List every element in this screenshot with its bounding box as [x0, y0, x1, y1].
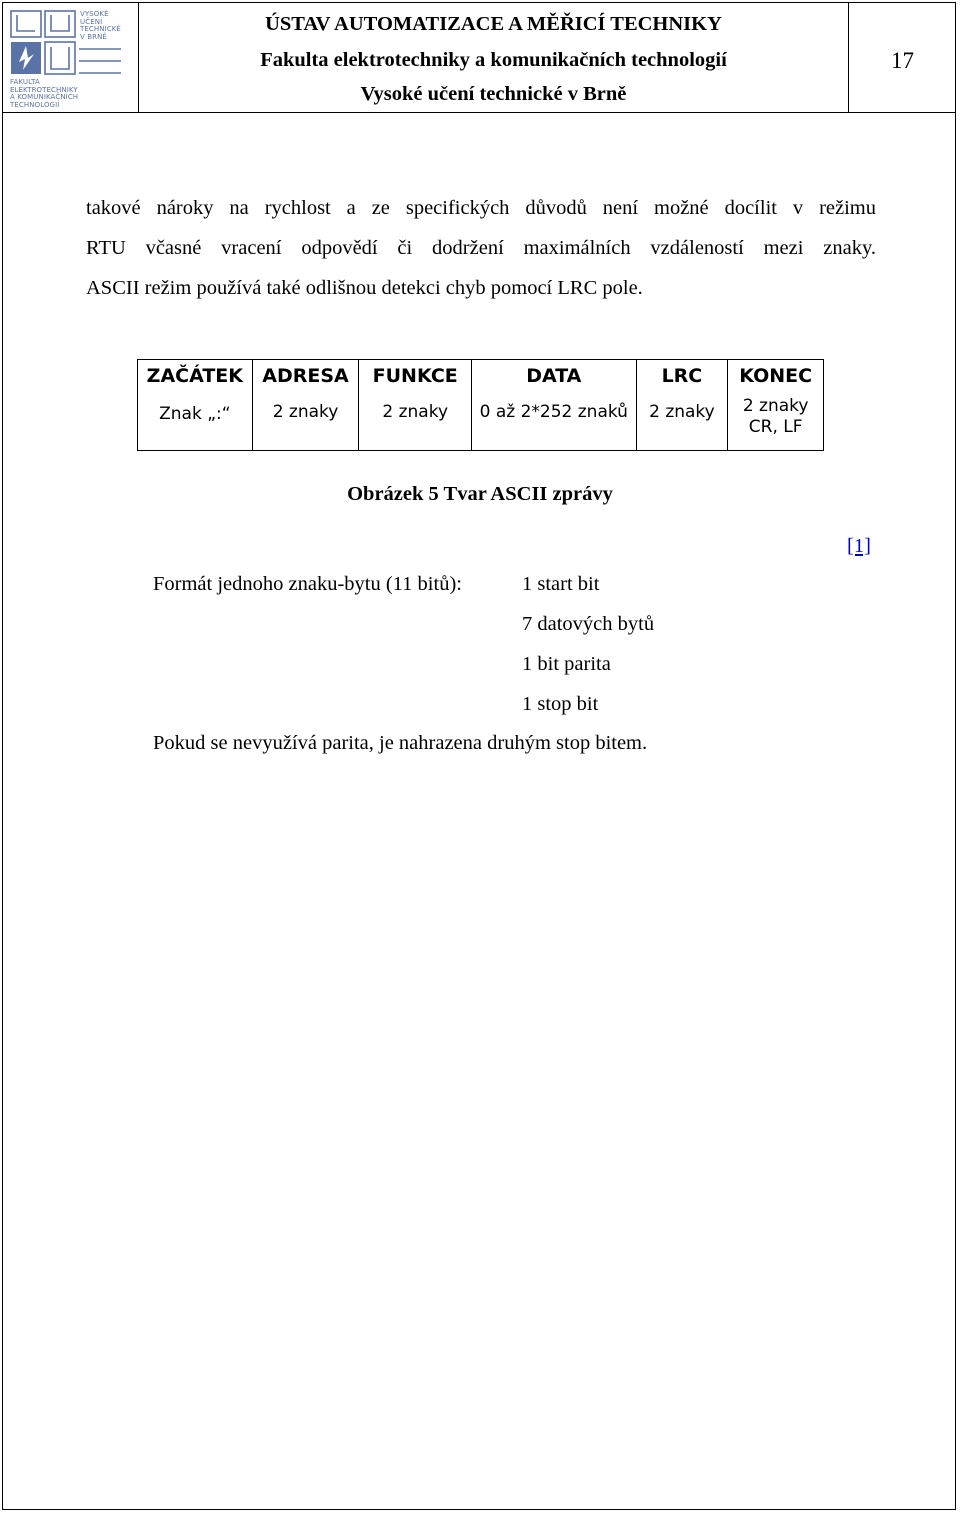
page-header — [2, 2, 956, 113]
frame-cell-heading: FUNKCE — [372, 365, 458, 387]
format-item: 1 stop bit — [522, 693, 599, 715]
frame-cell-value: 2 znaky CR, LF — [742, 396, 809, 437]
parity-note: Pokud se nevyužívá parita, je nahrazena druhým stop bitem. — [153, 732, 648, 754]
frame-cell-heading: LRC — [661, 365, 703, 387]
header-titles — [139, 2, 849, 112]
reference-link[interactable]: [1] — [847, 535, 871, 557]
format-item: 1 start bit — [522, 573, 600, 595]
paragraph-line-3: ASCII režim používá také odlišnou detekci chyb pomocí LRC pole. — [86, 277, 643, 299]
frame-cell-heading: ADRESA — [262, 365, 349, 387]
paragraph-line-2: RTU včasné vracení odpovědí či dodržení maximálních vzdáleností mezi znaky. — [86, 237, 876, 259]
institute-title: ÚSTAV AUTOMATIZACE A MĚŘICÍ TECHNIKY — [265, 13, 722, 35]
university-logo — [9, 9, 124, 109]
frame-cell-heading: DATA — [526, 365, 582, 387]
university-title: Vysoké učení technické v Brně — [360, 83, 627, 105]
format-label: Formát jednoho znaku-bytu (11 bitů): — [153, 573, 462, 595]
logo-text-top: VYSOKÉ UČENÍ TECHNICKÉ V BRNĚ — [80, 10, 121, 41]
frame-cell-data — [472, 360, 637, 450]
frame-cell-lrc — [637, 360, 729, 450]
format-item: 7 datových bytů — [522, 613, 655, 635]
frame-cell-heading: ZAČÁTEK — [146, 365, 243, 387]
logo-text-bottom: FAKULTA ELEKTROTECHNIKY A KOMUNIKAČNÍCH TECHNOLOGIÍ — [10, 78, 79, 109]
paragraph-line-1: takové nároky na rychlost a ze specifických důvodů není možné docílit v režimu — [86, 197, 876, 219]
figure-caption: Obrázek 5 Tvar ASCII zprávy — [347, 483, 613, 505]
frame-cell-start — [138, 360, 253, 450]
faculty-title: Fakulta elektrotechniky a komunikačních technologií — [260, 49, 727, 71]
frame-cell-function — [359, 360, 472, 450]
format-item: 1 bit parita — [522, 653, 611, 675]
logo-cell — [2, 2, 139, 112]
frame-cell-value: 2 znaky — [272, 402, 339, 422]
frame-cell-value: 2 znaky — [649, 402, 715, 422]
page-number: 17 — [891, 48, 914, 73]
page-number-cell — [849, 2, 956, 112]
frame-cell-address — [253, 360, 360, 450]
frame-cell-value: 2 znaky — [382, 402, 449, 422]
frame-cell-value: Znak „:“ — [159, 404, 231, 424]
frame-cell-value: 0 až 2*252 znaků — [479, 402, 628, 422]
frame-cell-end — [728, 360, 823, 450]
frame-cell-heading: KONEC — [739, 365, 813, 387]
ascii-frame-figure — [137, 359, 824, 451]
